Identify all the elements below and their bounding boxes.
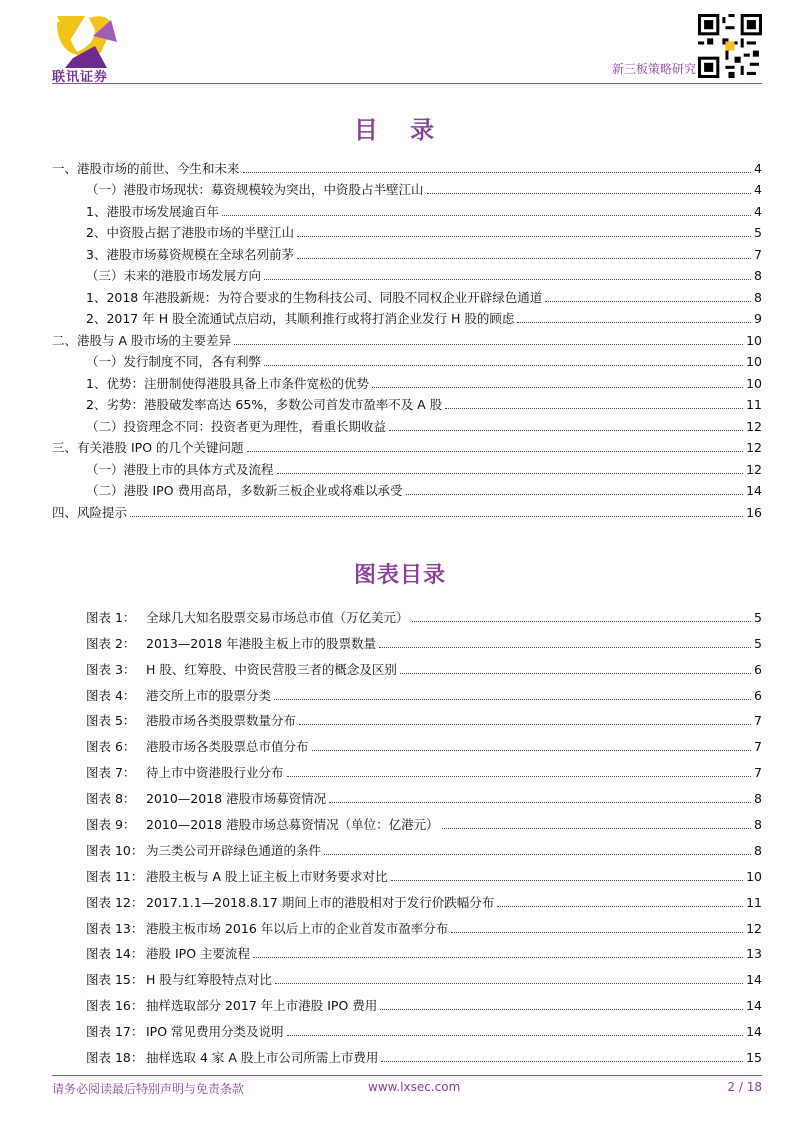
toc-entry-label: 1、港股市场发展逾百年	[86, 203, 219, 219]
chart-toc-entry-page: 8	[754, 817, 762, 833]
chart-toc-entry-label: H 股、红筹股、中资民营股三者的概念及区别	[146, 661, 397, 677]
chart-toc-entry-number: 图表 4：	[86, 687, 136, 703]
dot-leader	[264, 365, 743, 366]
toc-title: 目 录	[353, 116, 447, 144]
chart-toc-entry-page: 7	[754, 713, 762, 729]
toc-entry[interactable]	[52, 478, 762, 500]
toc-entry[interactable]	[52, 284, 762, 306]
dot-leader	[297, 236, 751, 237]
chart-toc-entry[interactable]	[86, 1014, 762, 1040]
chart-toc-entry-label: 港股主板市场 2016 年以后上市的企业首发市盈率分布	[146, 920, 449, 936]
dot-leader	[264, 279, 751, 280]
toc-entry[interactable]	[52, 435, 762, 457]
dot-leader	[222, 215, 751, 216]
toc-entry-page: 10	[746, 354, 762, 369]
table-of-contents	[52, 155, 762, 521]
dot-leader	[130, 516, 743, 517]
dot-leader	[427, 193, 752, 194]
chart-toc-entry-label: 为三类公司开辟绿色通道的条件	[146, 842, 322, 858]
toc-entry-page: 11	[746, 397, 762, 412]
dot-leader	[297, 258, 751, 259]
dot-leader	[445, 408, 743, 409]
toc-entry-label: 3、港股市场募资规模在全球名列前茅	[86, 246, 294, 262]
chart-toc-entry-number: 图表 5：	[86, 713, 136, 729]
chart-toc-entry-number: 图表 13：	[86, 920, 144, 936]
chart-toc-entry[interactable]	[86, 626, 762, 652]
chart-toc-entry-page: 7	[754, 739, 762, 755]
footer-disclaimer[interactable]: 请务必阅读最后特别声明与免责条款	[52, 1082, 245, 1096]
chart-toc-entry-label: 2017.1.1—2018.8.17 期间上市的港股相对于发行价跌幅分布	[146, 894, 495, 910]
chart-toc-entry-number: 图表 18：	[86, 1050, 144, 1066]
chart-toc-entry-number: 图表 17：	[86, 1024, 144, 1040]
chart-toc-entry[interactable]	[86, 729, 762, 755]
toc-entry[interactable]	[52, 327, 762, 349]
toc-entry[interactable]	[52, 220, 762, 242]
dot-leader	[243, 172, 752, 173]
toc-entry-label: （二）投资理念不同：投资者更为理性，看重长期收益	[86, 418, 387, 434]
dot-leader	[389, 430, 743, 431]
chart-toc-entry[interactable]	[86, 911, 762, 937]
chart-toc-entry-number: 图表 7：	[86, 765, 136, 781]
dot-leader	[287, 776, 752, 777]
header-divider	[52, 83, 762, 84]
chart-toc-entry-label: IPO 常见费用分类及说明	[146, 1024, 284, 1040]
chart-toc-entry-page: 12	[746, 920, 762, 936]
chart-toc-entry-number: 图表 6：	[86, 739, 136, 755]
toc-entry-page: 7	[754, 246, 762, 262]
chart-toc-entry-number: 图表 9：	[86, 817, 136, 833]
toc-entry[interactable]	[52, 241, 762, 263]
toc-entry-label: 三、有关港股 IPO 的几个关键问题	[52, 440, 244, 455]
chart-toc-entry-page: 11	[746, 894, 762, 910]
dot-leader	[287, 1035, 744, 1036]
toc-entry-label: 四、风险提示	[52, 504, 128, 520]
chart-toc-entry[interactable]	[86, 781, 762, 807]
chart-toc-entry-label: 2013—2018 年港股主板上市的股票数量	[146, 635, 377, 651]
chart-toc-entry-number: 图表 3：	[86, 661, 136, 677]
chart-toc-entry[interactable]	[86, 652, 762, 678]
dot-leader	[451, 932, 743, 933]
page-header	[0, 0, 800, 90]
toc-entry-page: 12	[746, 461, 762, 477]
logo-text: 联讯证券	[52, 70, 109, 85]
chart-toc-entry-page: 5	[754, 609, 762, 625]
toc-entry[interactable]	[52, 177, 762, 199]
toc-entry[interactable]	[52, 349, 762, 371]
dot-leader	[275, 983, 743, 984]
toc-entry-label: 1、优势：注册制使得港股具备上市条件宽松的优势	[86, 375, 369, 391]
toc-entry-page: 8	[754, 289, 762, 305]
chart-toc-entry[interactable]	[86, 678, 762, 704]
chart-toc-entry[interactable]	[86, 988, 762, 1014]
dot-leader	[497, 906, 743, 907]
dot-leader	[545, 301, 751, 302]
dot-leader	[517, 322, 751, 323]
chart-toc-entry-label: 港股 IPO 主要流程	[146, 946, 251, 962]
dot-leader	[372, 387, 743, 388]
chart-toc-entry-label: 抽样选取 4 家 A 股上市公司所需上市费用	[146, 1050, 379, 1066]
toc-entry[interactable]	[52, 306, 762, 328]
toc-entry-label: （一）港股上市的具体方式及流程	[86, 461, 274, 477]
toc-entry-label: 一、港股市场的前世、今生和未来	[52, 160, 240, 176]
report-category: 新三板策略研究	[611, 62, 696, 76]
chart-toc-entry-page: 7	[754, 765, 762, 781]
dot-leader	[406, 494, 744, 495]
chart-toc-entry[interactable]	[86, 859, 762, 885]
toc-entry-page: 4	[754, 160, 762, 176]
chart-toc-entry[interactable]	[86, 600, 762, 626]
dot-leader	[324, 854, 751, 855]
chart-toc-entry-page: 5	[754, 635, 762, 651]
chart-toc-entry-label: H 股与红筹股特点对比	[146, 972, 272, 988]
toc-entry-page: 8	[754, 268, 762, 283]
dot-leader	[253, 957, 743, 958]
footer-website[interactable]: www.lxsec.com	[368, 1080, 461, 1094]
chart-toc-entry-page: 15	[746, 1050, 762, 1066]
chart-toc-entry-number: 图表 11：	[86, 868, 144, 884]
chart-toc-entry-page: 14	[746, 998, 762, 1014]
chart-toc-entry-page: 10	[746, 868, 762, 884]
chart-toc-entry-label: 待上市中资港股行业分布	[146, 765, 284, 781]
toc-entry[interactable]	[52, 413, 762, 435]
chart-toc-entry[interactable]	[86, 755, 762, 781]
toc-entry-page: 14	[746, 483, 762, 498]
toc-entry-page: 10	[746, 375, 762, 391]
chart-toc-entry-page: 14	[746, 1024, 762, 1040]
toc-entry-label: 1、2018 年港股新规：为符合要求的生物科技公司、同股不同权企业开辟绿色通道	[86, 289, 543, 305]
chart-toc-entry[interactable]	[86, 807, 762, 833]
dot-leader	[234, 344, 743, 345]
chart-toc-entry-label: 港股主板与 A 股上证主板上市财务要求对比	[146, 868, 388, 884]
chart-toc-entry-label: 抽样选取部分 2017 年上市港股 IPO 费用	[146, 998, 378, 1014]
chart-toc-entry[interactable]	[86, 962, 762, 988]
dot-leader	[391, 880, 744, 881]
toc-entry[interactable]	[52, 456, 762, 478]
toc-entry-label: 二、港股与 A 股市场的主要差异	[52, 332, 231, 348]
chart-toc-entry-number: 图表 14：	[86, 946, 144, 962]
chart-toc-entry-label: 全球几大知名股票交易市场总市值（万亿美元）	[146, 609, 409, 625]
toc-entry-page: 16	[746, 504, 762, 520]
toc-entry-page: 9	[754, 311, 762, 326]
toc-entry-label: （一）港股市场现状：募资规模较为突出，中资股占半壁江山	[86, 182, 424, 197]
dot-leader	[274, 699, 751, 700]
toc-entry[interactable]	[52, 263, 762, 285]
dot-leader	[442, 828, 751, 829]
chart-toc-entry-page: 6	[754, 687, 762, 703]
toc-entry-page: 4	[754, 182, 762, 197]
chart-toc-entry-page: 8	[754, 842, 762, 858]
chart-toc-entry-number: 图表 12：	[86, 894, 144, 910]
toc-entry-page: 10	[746, 332, 762, 348]
footer-divider	[52, 1075, 762, 1076]
toc-entry-label: （三）未来的港股市场发展方向	[86, 268, 262, 283]
chart-toc-entry-label: 2010—2018 港股市场募资情况	[146, 791, 327, 807]
chart-toc-entry-label: 港股市场各类股票总市值分布	[146, 739, 309, 755]
dot-leader	[412, 621, 752, 622]
toc-entry-label: （一）发行制度不同，各有利弊	[86, 354, 262, 369]
chart-toc-entry-page: 8	[754, 791, 762, 807]
chart-toc-entry-label: 港股市场各类股票数量分布	[146, 713, 297, 729]
dot-leader	[380, 1009, 743, 1010]
dot-leader	[277, 473, 744, 474]
dot-leader	[299, 724, 751, 725]
qr-code-icon	[698, 14, 762, 78]
toc-entry-label: 2、2017 年 H 股全流通试点启动，其顺利推行或将打消企业发行 H 股的顾虑	[86, 311, 515, 326]
footer-page-number: 2 / 18	[727, 1080, 762, 1094]
chart-toc-entry-number: 图表 10：	[86, 842, 144, 858]
toc-entry-page: 12	[746, 440, 762, 455]
chart-toc-entry-label: 2010—2018 港股市场总募资情况（单位：亿港元）	[146, 817, 439, 833]
chart-toc-entry[interactable]	[86, 1040, 762, 1066]
toc-entry[interactable]	[52, 392, 762, 414]
toc-entry-page: 12	[746, 418, 762, 434]
dot-leader	[329, 802, 751, 803]
dot-leader	[312, 750, 752, 751]
dot-leader	[400, 673, 751, 674]
toc-entry-page: 5	[754, 225, 762, 240]
chart-toc-entry-page: 13	[746, 946, 762, 962]
chart-toc-title: 图表目录	[353, 563, 446, 588]
chart-toc-entry-number: 图表 2：	[86, 635, 136, 651]
chart-toc-entry-page: 6	[754, 661, 762, 677]
chart-toc-entry[interactable]	[86, 885, 762, 911]
chart-toc-entry[interactable]	[86, 704, 762, 730]
toc-entry-page: 4	[754, 203, 762, 219]
chart-toc-entry-number: 图表 16：	[86, 998, 144, 1014]
chart-toc-entry[interactable]	[86, 937, 762, 963]
chart-toc-entry-label: 港交所上市的股票分类	[146, 687, 272, 703]
chart-toc-entry-number: 图表 1：	[86, 609, 136, 625]
toc-entry[interactable]	[52, 155, 762, 177]
toc-entry-label: （二）港股 IPO 费用高昂，多数新三板企业或将难以承受	[86, 483, 403, 498]
chart-table-of-contents	[86, 600, 762, 1066]
toc-entry[interactable]	[52, 370, 762, 392]
toc-entry[interactable]	[52, 198, 762, 220]
dot-leader	[247, 451, 744, 452]
chart-toc-entry-number: 图表 8：	[86, 791, 136, 807]
toc-entry-label: 2、劣势：港股破发率高达 65%，多数公司首发市盈率不及 A 股	[86, 397, 443, 412]
dot-leader	[379, 647, 751, 648]
toc-entry[interactable]	[52, 499, 762, 521]
chart-toc-entry[interactable]	[86, 833, 762, 859]
toc-entry-label: 2、中资股占据了港股市场的半壁江山	[86, 225, 294, 240]
chart-toc-entry-number: 图表 15：	[86, 972, 144, 988]
dot-leader	[381, 1061, 743, 1062]
chart-toc-entry-page: 14	[746, 972, 762, 988]
